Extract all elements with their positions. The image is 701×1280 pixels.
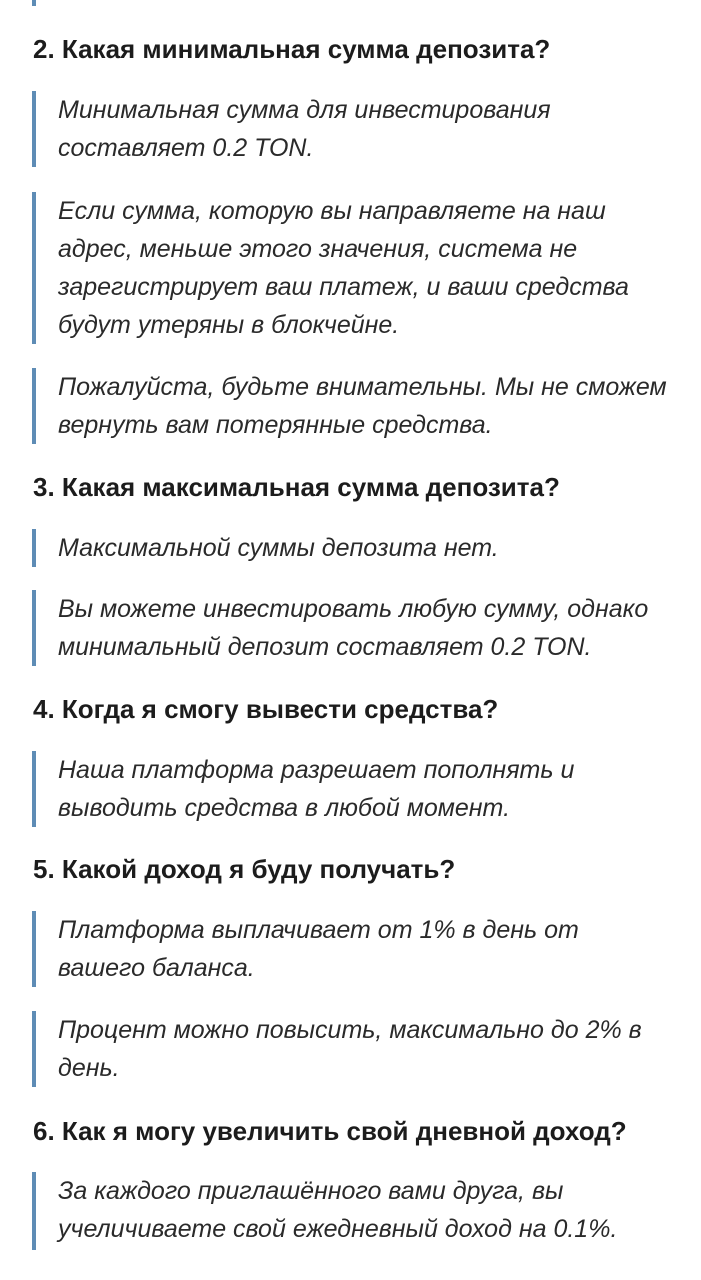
faq-answer-5-2: Процент можно повысить, максимально до 2% в день. — [32, 1011, 672, 1087]
faq-answer-3-1: Максимальной суммы депозита нет. — [32, 529, 672, 567]
faq-question-3: 3. Какая максимальная сумма депозита? — [33, 472, 560, 502]
faq-answer-2-1: Минимальная сумма для инвестирования составляет 0.2 TON. — [32, 91, 672, 167]
faq-answer-3-2: Вы можете инвестировать любую сумму, однако минимальный депозит составляет 0.2 TON. — [32, 590, 672, 666]
faq-answer-2-2: Если сумма, которую вы направляете на наш адрес, меньше этого значения, система не зарегистрирует ваш платеж, и ваши средства будут утеряны в блокчейне. — [32, 192, 672, 344]
faq-answer-6-1: За каждого приглашённого вами друга, вы учеличиваете свой ежедневный доход на 0.1%. — [32, 1172, 672, 1250]
faq-question-6: 6. Как я могу увеличить свой дневной доход? — [33, 1116, 627, 1146]
faq-question-2: 2. Какая минимальная сумма депозита? — [33, 34, 551, 64]
faq-question-5: 5. Какой доход я буду получать? — [33, 854, 456, 884]
faq-answer-5-1: Платформа выплачивает от 1% в день от вашего баланса. — [32, 911, 672, 987]
faq-answer-4-1: Наша платформа разрешает пополнять и выводить средства в любой момент. — [32, 751, 672, 827]
faq-question-4: 4. Когда я смогу вывести средства? — [33, 694, 499, 724]
faq-answer-2-3: Пожалуйста, будьте внимательны. Мы не сможем вернуть вам потерянные средства. — [32, 368, 672, 444]
quote-bar-fragment — [32, 0, 36, 6]
